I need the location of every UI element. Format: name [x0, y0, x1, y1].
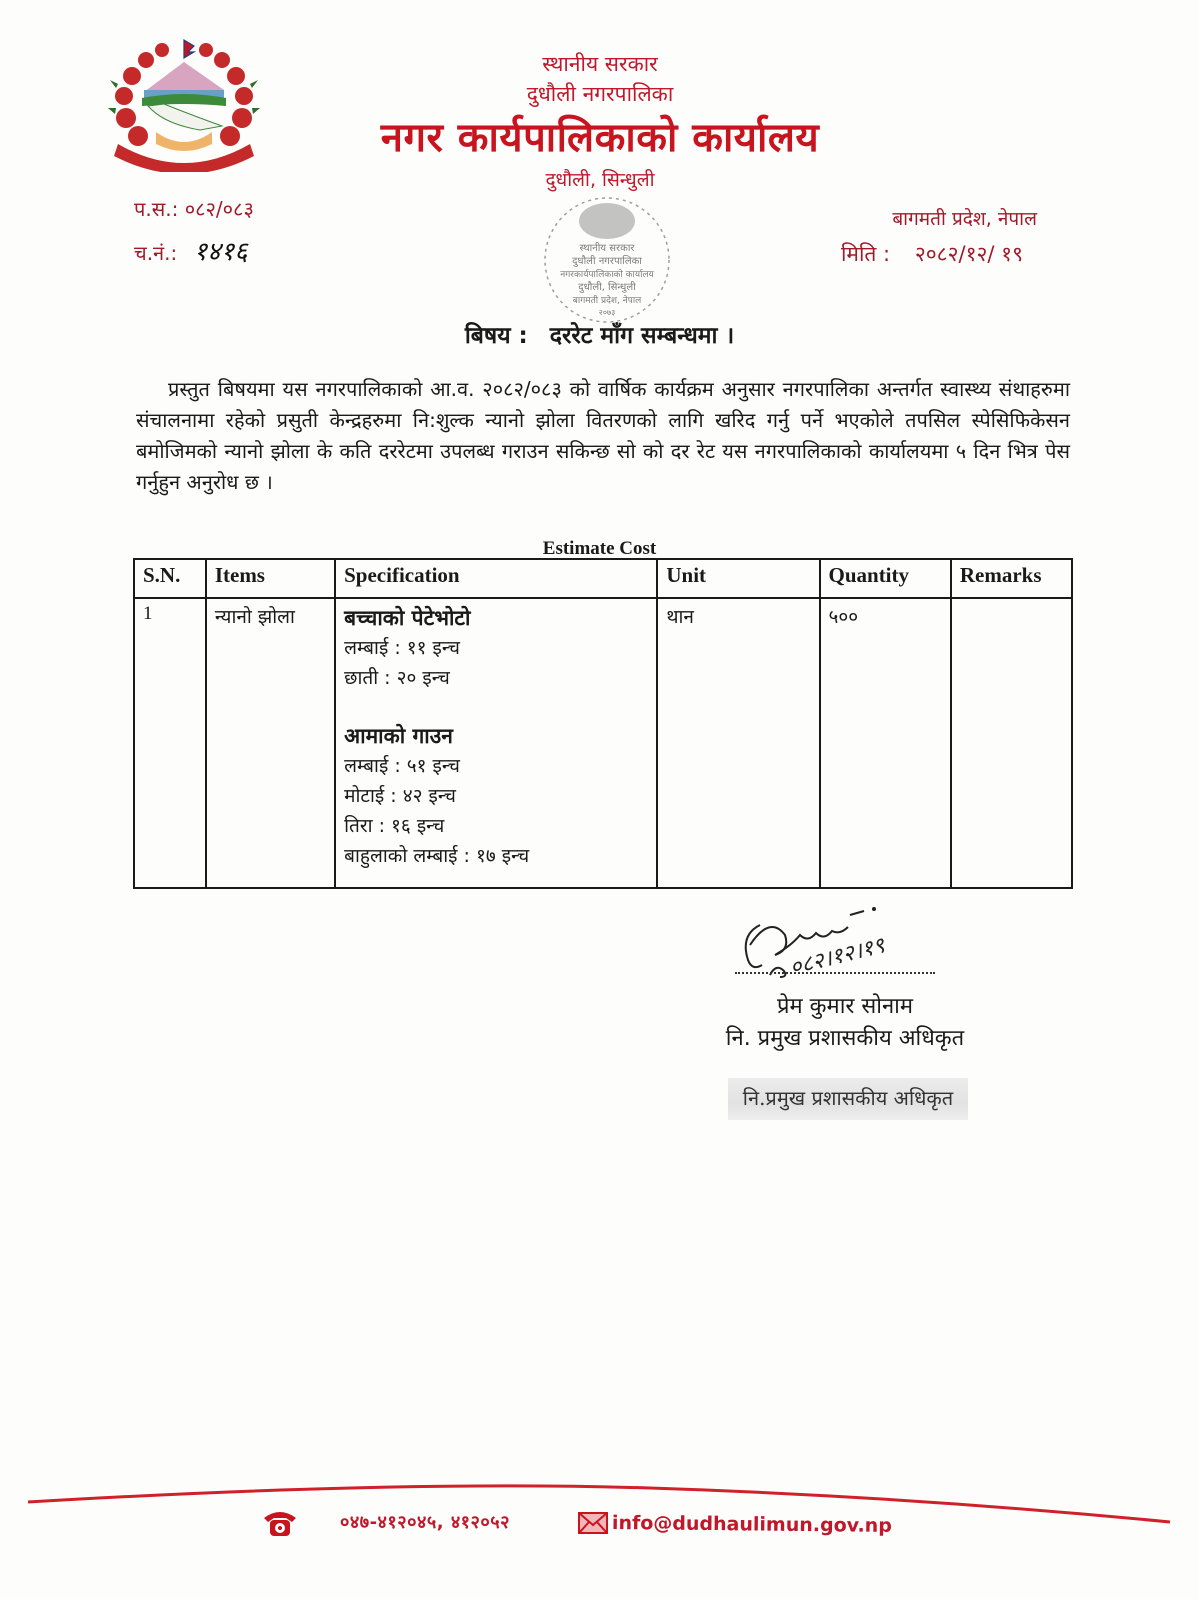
spec-line: लम्बाई : ११ इन्च — [344, 637, 460, 659]
cell-quantity: ५०० — [820, 598, 951, 888]
header-office-title: नगर कार्यपालिकाको कार्यालय — [380, 115, 820, 161]
signature-date: ०८२।१२।१९ — [787, 933, 888, 981]
fiscal-year-ref — [134, 195, 254, 222]
spec-line: तिरा : १६ इन्च — [344, 815, 445, 837]
spec-group2-title: आमाको गाउन — [344, 724, 453, 748]
spec-line: बाहुलाको लम्बाई : १७ इन्च — [344, 845, 530, 867]
letter-subject — [0, 318, 1199, 350]
signer-name: प्रेम कुमार सोनाम — [776, 994, 914, 1019]
envelope-icon — [578, 1512, 608, 1534]
designation-stamp: नि.प्रमुख प्रशासकीय अधिकृत — [728, 1078, 968, 1120]
cell-item: न्यानो झोला — [206, 598, 335, 888]
cell-remarks — [951, 598, 1072, 888]
header-local-government: स्थानीय सरकार — [542, 52, 658, 76]
dispatch-number-ref — [134, 232, 248, 268]
telephone-icon — [262, 1508, 298, 1538]
signer-title: नि. प्रमुख प्रशासकीय अधिकृत — [725, 1026, 965, 1051]
date-value: २०८२/१२/ १९ — [914, 242, 1023, 266]
header-unit: Unit — [657, 559, 819, 598]
header-items: Items — [206, 559, 335, 598]
nepal-emblem-icon — [104, 32, 264, 172]
stamp-line-6: २०७३ — [598, 308, 616, 317]
fiscal-year-value: ०८२/०८३ — [184, 197, 254, 221]
estimate-table — [133, 558, 1073, 889]
letter-date — [841, 240, 1023, 268]
header-specification: Specification — [335, 559, 657, 598]
dispatch-number-value: १४१६ — [193, 237, 248, 267]
table-row — [134, 598, 1072, 888]
spec-group1-title: बच्चाको पेटेभोटो — [344, 606, 471, 630]
province-address: बागमती प्रदेश, नेपाल — [892, 208, 1037, 230]
subject-label: बिषय : — [464, 323, 528, 349]
stamp-line-5: बागमती प्रदेश, नेपाल — [572, 296, 642, 306]
spec-line: छाती : २० इन्च — [344, 667, 450, 689]
official-stamp-icon — [532, 185, 682, 335]
header-quantity: Quantity — [820, 559, 951, 598]
cell-specification — [335, 598, 657, 888]
stamp-line-4: दुधौली, सिन्धुली — [578, 282, 636, 293]
date-label: मिति : — [840, 242, 891, 266]
signature-line — [735, 972, 935, 974]
subject-text: दररेट माँग सम्बन्धमा । — [549, 323, 735, 349]
table-header-row — [134, 559, 1072, 598]
dispatch-number-label: च.नं.: — [134, 241, 178, 265]
header-location: दुधौली, सिन्धुली — [545, 169, 655, 191]
letter-body: प्रस्तुत बिषयमा यस नगरपालिकाको आ.व. २०८२/०८३ को वार्षिक कार्यक्रम अनुसार नगरपालिका अन्तर्गत स्वास्थ्य संथाहरुमा संचालनामा रहेको प्रसुती केन्द्रहरुमा नि:शुल्क न्यानो झोला वितरणको लागि खरिद गर्नु पर्ने भएकोले तपसिल स्पेसिफिकेसन बमोजिमको न्यानो झोला के कति दररेटमा उपलब्ध गराउन सकिन्छ सो को दर रेट यस नगरपालिकाको कार्यालयमा ५ दिन भित्र पेस गर्नुहुन अनुरोध छ । — [136, 377, 1070, 494]
stamp-line-2: दुधौली नगरपालिका — [572, 256, 642, 267]
header-sn: S.N. — [134, 559, 206, 598]
stamp-line-1: स्थानीय सरकार — [579, 243, 635, 254]
spec-line: लम्बाई : ५१ इन्च — [344, 755, 460, 777]
cell-unit: थान — [657, 598, 819, 888]
header-municipality: दुधौली नगरपालिका — [526, 82, 674, 106]
stamp-line-3: नगरकार्यपालिकाको कार्यालय — [560, 270, 654, 280]
spec-line: मोटाई : ४२ इन्च — [344, 785, 456, 807]
footer-phone: ०४७-४१२०४५, ४१२०५२ — [340, 1512, 510, 1533]
fiscal-year-label: प.स.: — [134, 197, 179, 221]
table-caption: Estimate Cost — [542, 538, 657, 559]
footer-email[interactable]: info@dudhaulimun.gov.np — [611, 1512, 892, 1537]
cell-sn: 1 — [134, 598, 206, 888]
header-remarks: Remarks — [951, 559, 1072, 598]
